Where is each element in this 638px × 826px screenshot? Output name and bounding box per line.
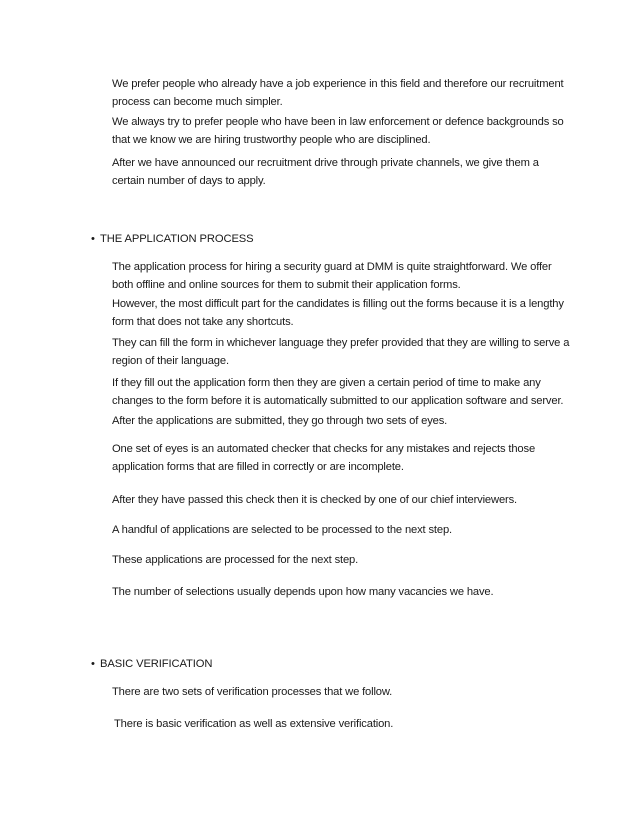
application-paragraph-10: The number of selections usually depends upon how many vacancies we have. (112, 586, 494, 598)
application-paragraph-5: After the applications are submitted, they go through two sets of eyes. (112, 415, 448, 427)
section-heading-text: THE APPLICATION PROCESS (100, 233, 254, 245)
section-heading-basic-verification (91, 655, 212, 673)
verification-paragraph-2: There is basic verification as well as extensive verification. (114, 718, 394, 730)
intro-paragraph-2: We always try to prefer people who have been in law enforcement or defence backgrounds so that we know we are hiring trustworthy people who are disciplined. (112, 116, 564, 146)
section-heading-text: BASIC VERIFICATION (100, 658, 213, 670)
application-paragraph-9: These applications are processed for the next step. (112, 554, 359, 566)
section-heading-application-process (91, 230, 254, 248)
application-paragraph-8: A handful of applications are selected to be processed to the next step. (112, 524, 452, 536)
intro-paragraph-1: We prefer people who already have a job experience in this field and therefore our recruitment process can become much simpler. (112, 78, 564, 108)
bullet-icon: • (91, 658, 95, 670)
bullet-icon: • (91, 233, 95, 245)
verification-paragraph-1: There are two sets of verification processes that we follow. (112, 686, 393, 698)
application-paragraph-3: They can fill the form in whichever language they prefer provided that they are willing to serve a region of their language. (112, 337, 570, 367)
intro-paragraph-3: After we have announced our recruitment drive through private channels, we give them a certain number of days to apply. (112, 157, 539, 187)
application-paragraph-6: One set of eyes is an automated checker that checks for any mistakes and rejects those application forms that are filled in correctly or are incomplete. (112, 443, 536, 473)
application-paragraph-7: After they have passed this check then it is checked by one of our chief interviewers. (112, 494, 517, 506)
application-paragraph-2: However, the most difficult part for the candidates is filling out the forms because it is a lengthy form that does not take any shortcuts. (112, 298, 564, 328)
application-paragraph-4: If they fill out the application form then they are given a certain period of time to make any changes to the form before it is automatically submitted to our application software and server. (112, 377, 564, 407)
application-paragraph-1: The application process for hiring a security guard at DMM is quite straightforward. We offer both offline and online sources for them to submit their application forms. (112, 261, 552, 291)
